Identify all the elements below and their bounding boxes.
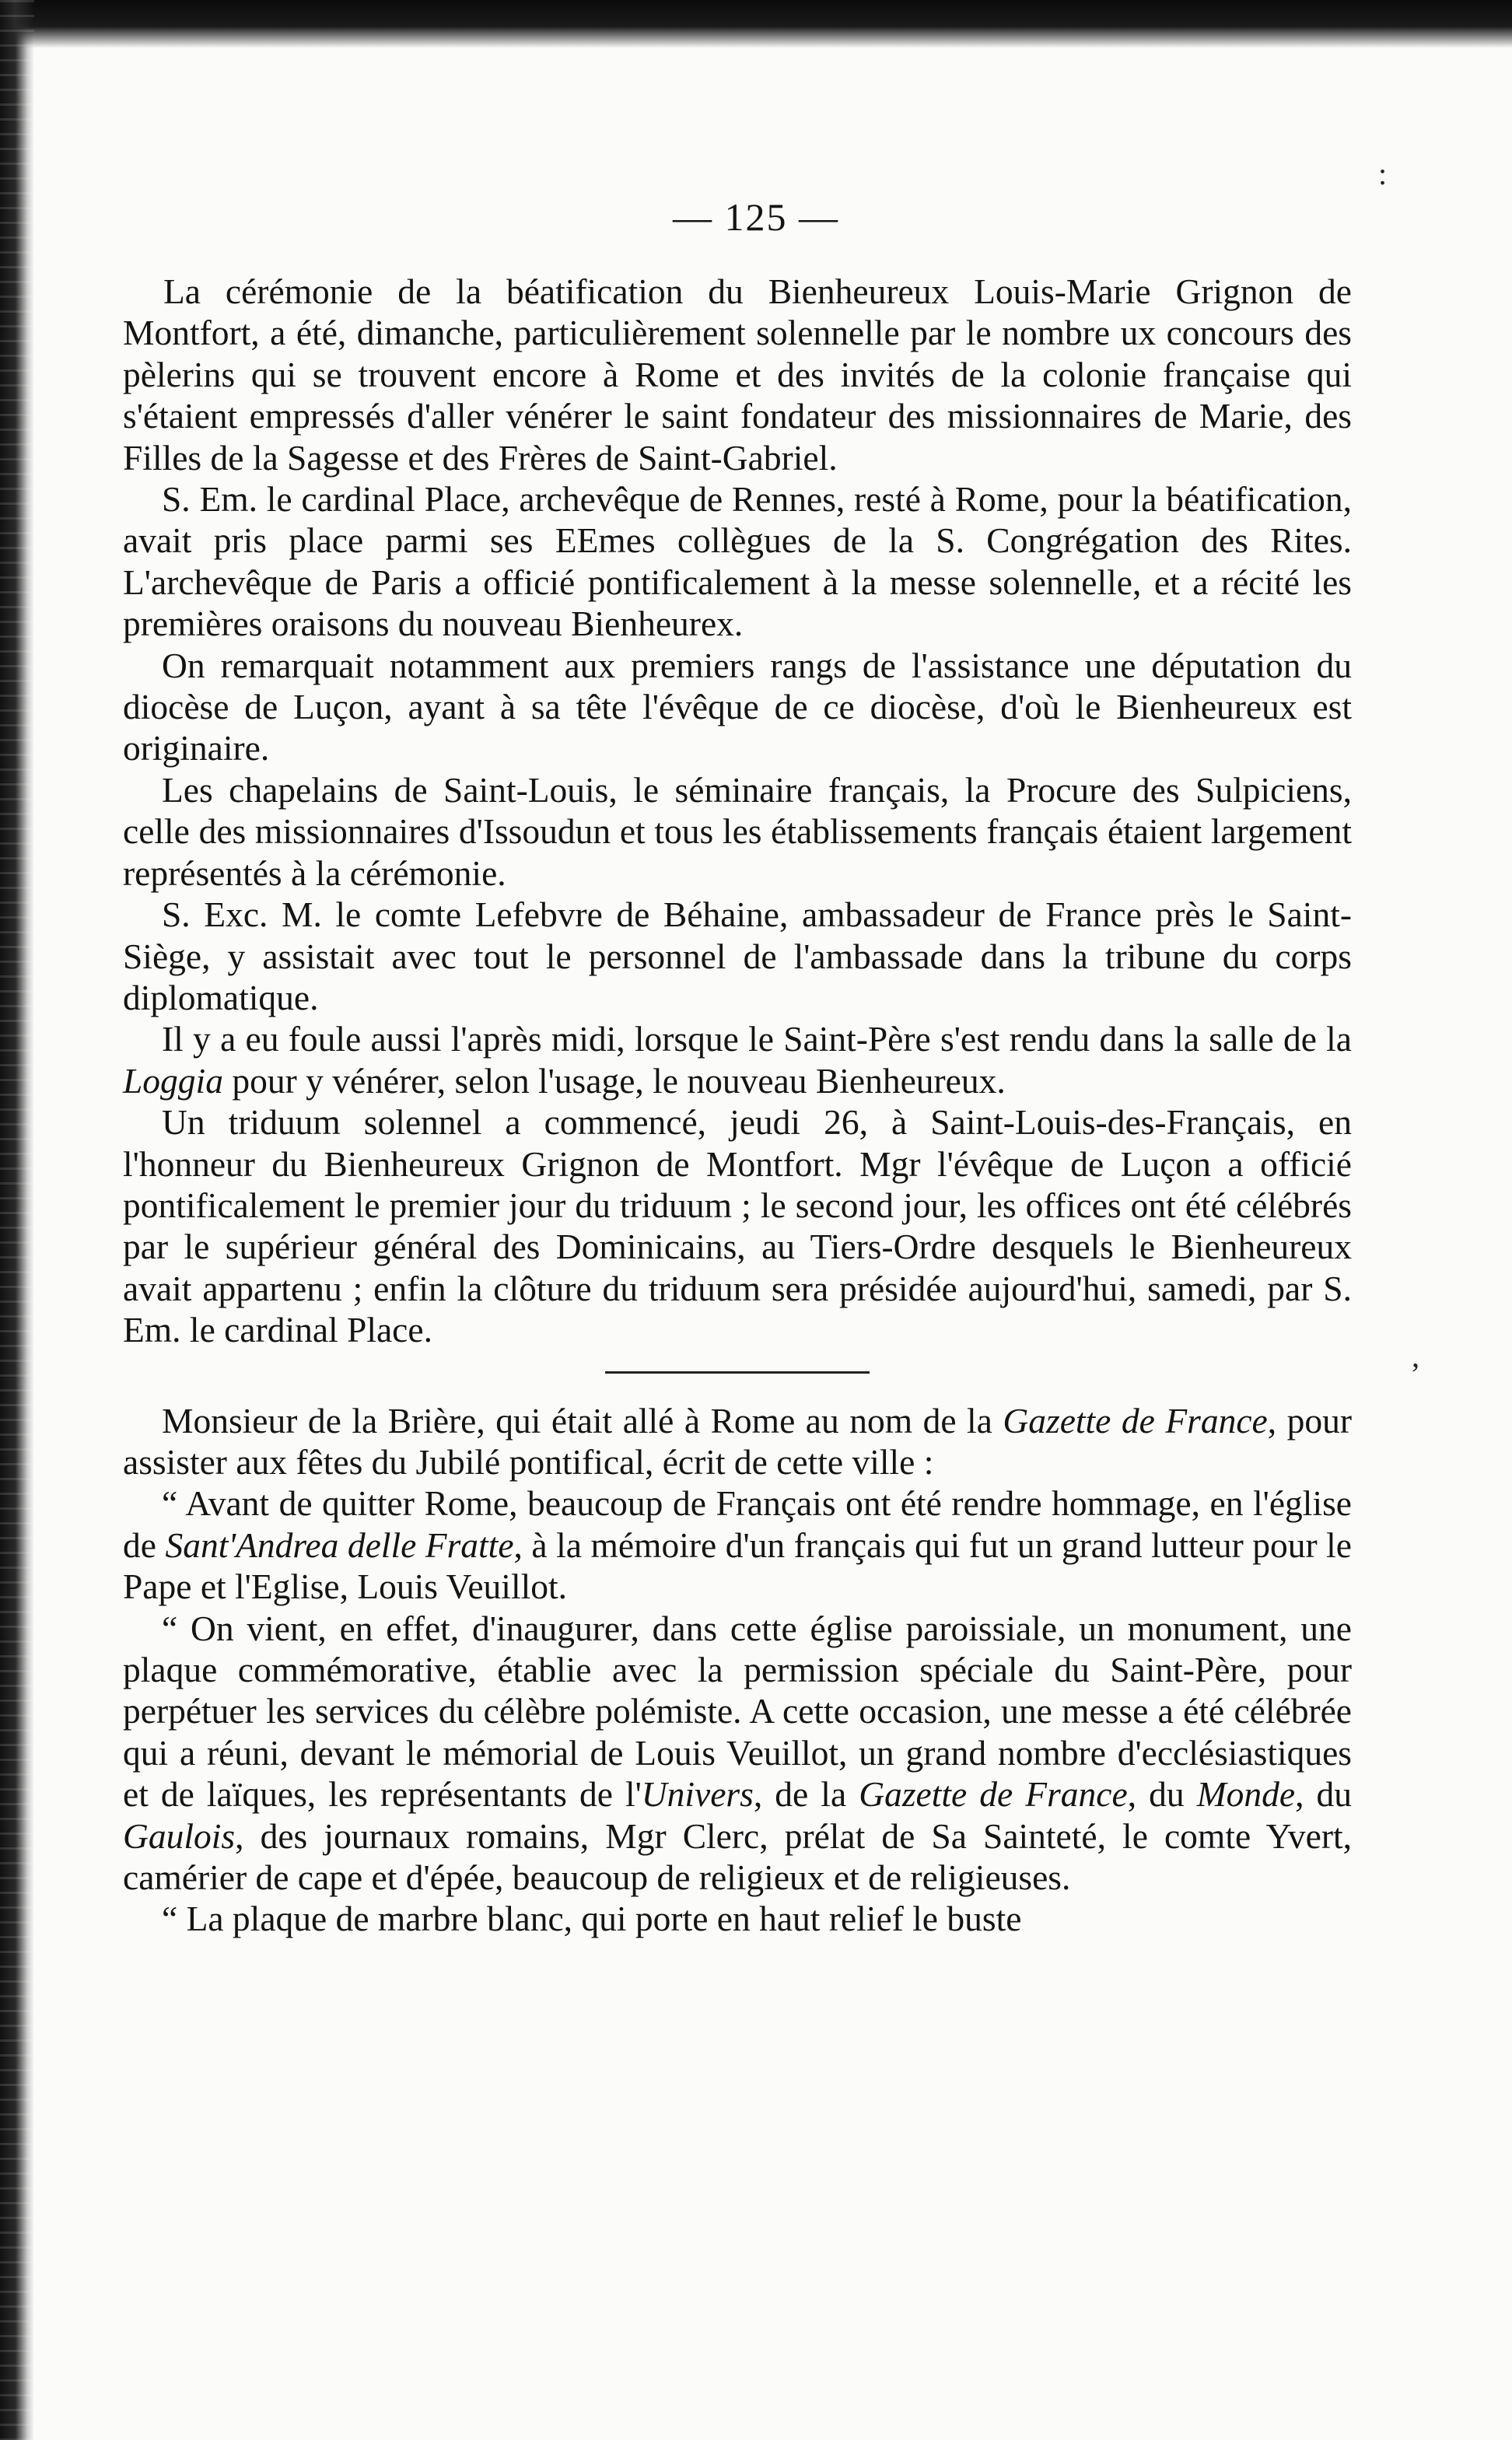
scan-border-top xyxy=(0,0,1512,48)
journal-gaulois: Gaulois xyxy=(123,1815,236,1856)
paragraph-french-institutions: Les chapelains de Saint-Louis, le séminaire français, la Procure des Sulpiciens, celle des missionnaires d'Issoudun et tous les établissements français étaient largement représentés à la cérémonie. xyxy=(123,769,1352,893)
journal-univers: Univers xyxy=(641,1774,754,1815)
paragraph-beatification: La cérémonie de la béatification du Bienheureux Louis-Marie Grignon de Montfort, a été, dimanche, particulièrement solennelle par le nombre ux concours des pèlerins qui se trouvent encore à Rome et des invités de la colonie française qui s'étaient empressés d'aller vénérer le saint fondateur des missionnaires de Marie, des Filles de la Sagesse et des Frères de Saint-Gabriel. xyxy=(123,271,1352,478)
paragraph-quote-monument: “ On vient, en effet, d'inaugurer, dans cette église paroissiale, un monument, une plaque commémorative, établie avec la permission spéciale du Saint-Père, pour perpétuer les services du célèbre polémiste. A cette occasion, une messe a été célébrée qui a réuni, devant le mémorial de Louis Veuillot, un grand nombre d'ecclésiastiques et de laïques, les représentants de l'Univers, de la Gazette de France, du Monde, du Gaulois, des journaux romains, Mgr Clerc, prélat de Sa Sainteté, le comte Yvert, camérier de cape et d'épée, beaucoup de religieux et de religieuses. xyxy=(123,1608,1353,1898)
paragraph-triduum: Un triduum solennel a commencé, jeudi 26, à Saint-Louis-des-Français, en l'honneur du Bienheureux Grignon de Montfort. Mgr l'évêque de Luçon a officié pontificalement le premier jour du triduum ; le second jour, les offices ont été célébrés par le supérieur général des Dominicains, au Tiers-Ordre desquels le Bienheureux avait appartenu ; enfin la clôture du triduum sera présidée aujourd'hui, samedi, par S. Em. le cardinal Place. xyxy=(123,1102,1352,1350)
paragraph-ambassador: S. Exc. M. le comte Lefebvre de Béhaine, ambassadeur de France près le Saint-Siège, y assistait avec tout le personnel de l'ambassade dans la tribune du corps diplomatique. xyxy=(123,894,1352,1017)
loggia-text-b: pour y vénérer, selon l'usage, le nouveau Bienheureux. xyxy=(222,1060,1006,1101)
page-number: — 125 — xyxy=(673,195,839,239)
loggia-word: Loggia xyxy=(123,1060,223,1101)
scan-speck: : xyxy=(1378,156,1388,191)
paragraph-cardinal-place: S. Em. le cardinal Place, archevêque de Rennes, resté à Rome, pour la béatification, avait pris place parmi ses EEmes collègues de la S. Congrégation des Rites. L'archevêque de Paris a officié pontificalement à la messe solennelle, et a récité les premières oraisons du nouveau Bienheurex. xyxy=(123,479,1352,644)
paragraph-quote-plaque: “ La plaque de marbre blanc, qui porte en haut relief le buste xyxy=(162,1899,1022,1939)
journal-gazette-de-france: Gazette de France xyxy=(1003,1400,1268,1441)
loggia-text-a: Il y a eu foule aussi l'après midi, lorsque le Saint-Père s'est rendu dans la salle de la xyxy=(162,1019,1352,1059)
paragraph-quote-veuillot: “ Avant de quitter Rome, beaucoup de Français ont été rendre hommage, en l'église de Sant'Andrea delle Fratte, à la mémoire d'un français qui fut un grand lutteur pour le Pape et l'Eglise, Louis Veuillot. xyxy=(123,1483,1353,1607)
section-divider xyxy=(605,1371,870,1374)
paragraph-loggia xyxy=(123,1018,1352,1101)
scan-border-texture xyxy=(0,0,34,2440)
church-name: Sant'Andrea delle Fratte xyxy=(165,1525,514,1565)
journal-monde: Monde xyxy=(1196,1774,1296,1815)
journal-gazette: Gazette de France xyxy=(859,1774,1128,1815)
body-text xyxy=(123,271,1352,1940)
paragraph-briere-intro: Monsieur de la Brière, qui était allé à Rome au nom de la Gazette de France, pour assister aux fêtes du Jubilé pontifical, écrit de cette ville : xyxy=(123,1400,1352,1482)
paragraph-lucon-deputation: On remarquait notamment aux premiers rangs de l'assistance une députation du diocèse de Luçon, ayant à sa tête l'évêque de ce diocèse, d'où le Bienheureux est originaire. xyxy=(123,645,1352,768)
scan-speck: , xyxy=(1412,1339,1419,1374)
